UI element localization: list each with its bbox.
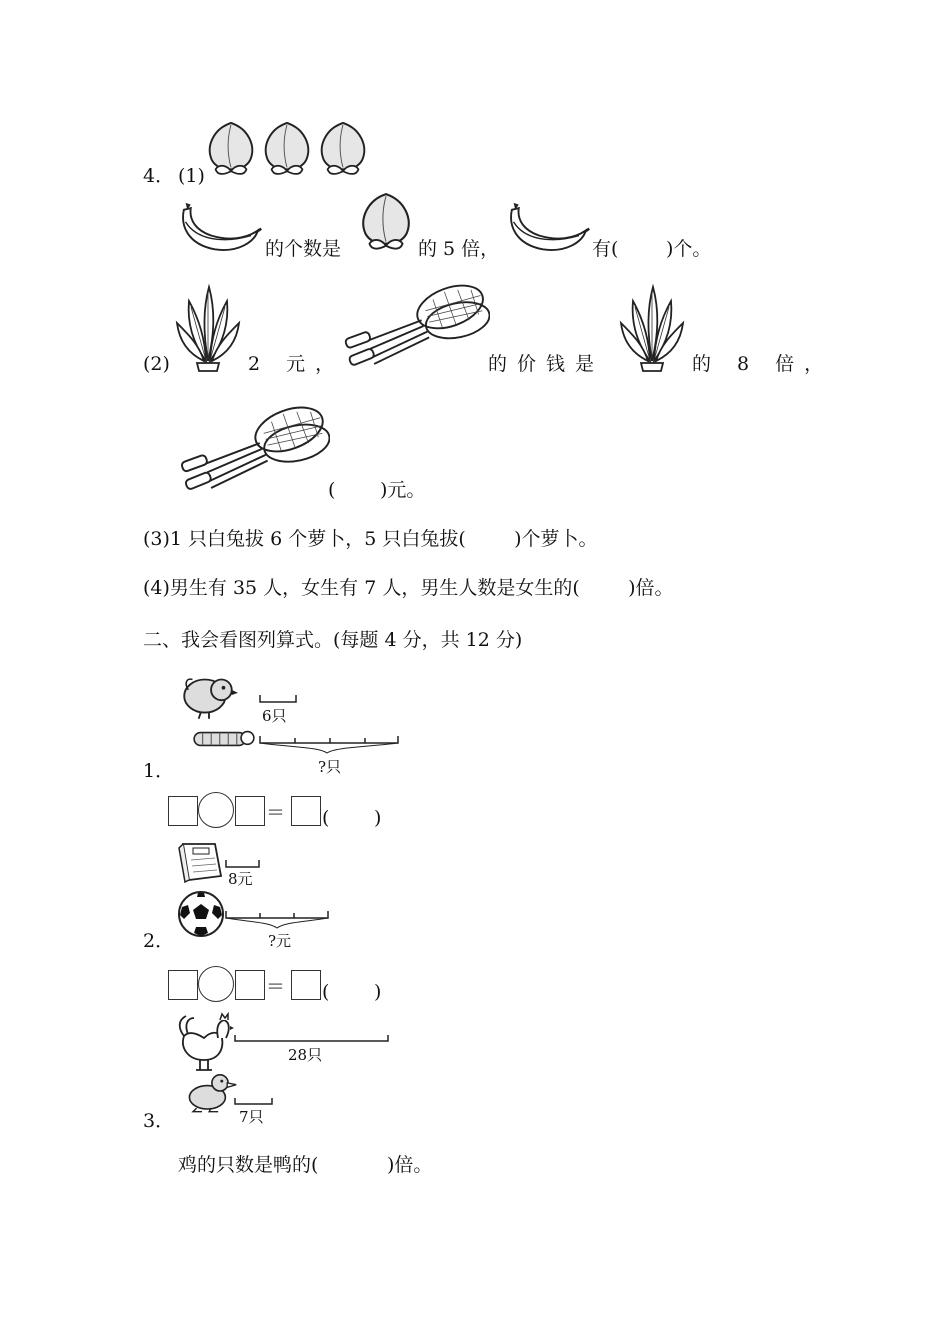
q3-sentence-a: 鸡的只数是鸭的(	[178, 1154, 319, 1176]
part-2-text-d: (	[328, 479, 336, 501]
part-1-text-c: 有(	[592, 238, 619, 260]
equals-sign: ＝	[266, 976, 286, 998]
bottom-label: ?元	[268, 932, 292, 950]
bottom-label: ?只	[318, 758, 342, 776]
plant-icon	[616, 283, 688, 373]
part-2-text-a: 2 元，	[248, 353, 345, 375]
peach-icon	[202, 114, 372, 186]
part-4-text: (4)男生有 35 人，女生有 7 人，男生人数是女生的( )倍。	[143, 577, 674, 599]
bottom-bracket	[259, 735, 404, 757]
banana-icon	[177, 194, 263, 260]
question-number-2: 2．	[143, 930, 175, 952]
top-label: 6只	[262, 707, 287, 725]
answer-box[interactable]	[168, 796, 198, 826]
answer-box[interactable]	[168, 970, 198, 1000]
part-2-text-c: 的 8 倍，	[692, 353, 834, 375]
peach-icon	[355, 189, 417, 255]
part-1-text-d: )个。	[666, 238, 712, 260]
unit-paren-close: )	[374, 807, 382, 829]
part-1-text-a: 的个数是	[265, 238, 342, 260]
unit-paren-open: (	[322, 981, 330, 1003]
notebook-icon	[175, 840, 225, 884]
rooster-icon	[174, 1012, 234, 1072]
answer-box[interactable]	[235, 970, 265, 1000]
racket-icon	[338, 282, 490, 368]
bottom-label: 7只	[239, 1108, 264, 1126]
question-number-4: 4．	[143, 165, 175, 187]
section-2-heading: 二、我会看图列算式。(每题 4 分，共 12 分)	[143, 629, 523, 651]
caterpillar-icon	[192, 728, 256, 750]
part-2-label: (2)	[143, 353, 170, 375]
duck-icon	[184, 1068, 238, 1114]
part-2-text-e: )元。	[380, 479, 426, 501]
question-number-1: 1．	[143, 760, 175, 782]
part-1-text-b: 的 5 倍，	[418, 238, 500, 260]
unit-paren-close: )	[374, 981, 382, 1003]
part-3-text: (3)1 只白兔拔 6 个萝卜，5 只白兔拔( )个萝卜。	[143, 528, 598, 550]
banana-icon	[505, 194, 591, 260]
plant-icon	[172, 283, 244, 373]
question-number-3: 3．	[143, 1110, 175, 1132]
operator-circle[interactable]	[198, 966, 234, 1002]
top-label: 8元	[228, 870, 253, 888]
operator-circle[interactable]	[198, 792, 234, 828]
racket-icon	[174, 402, 330, 494]
top-label: 28只	[288, 1046, 323, 1064]
chick-icon	[178, 668, 240, 722]
answer-box[interactable]	[291, 970, 321, 1000]
q3-sentence-b: )倍。	[387, 1154, 433, 1176]
answer-box[interactable]	[291, 796, 321, 826]
equals-sign: ＝	[266, 802, 286, 824]
part-1-label: (1)	[178, 165, 205, 187]
answer-box[interactable]	[235, 796, 265, 826]
part-2-text-b: 的价钱是	[488, 353, 605, 375]
unit-paren-open: (	[322, 807, 330, 829]
soccer-ball-icon	[176, 889, 226, 939]
